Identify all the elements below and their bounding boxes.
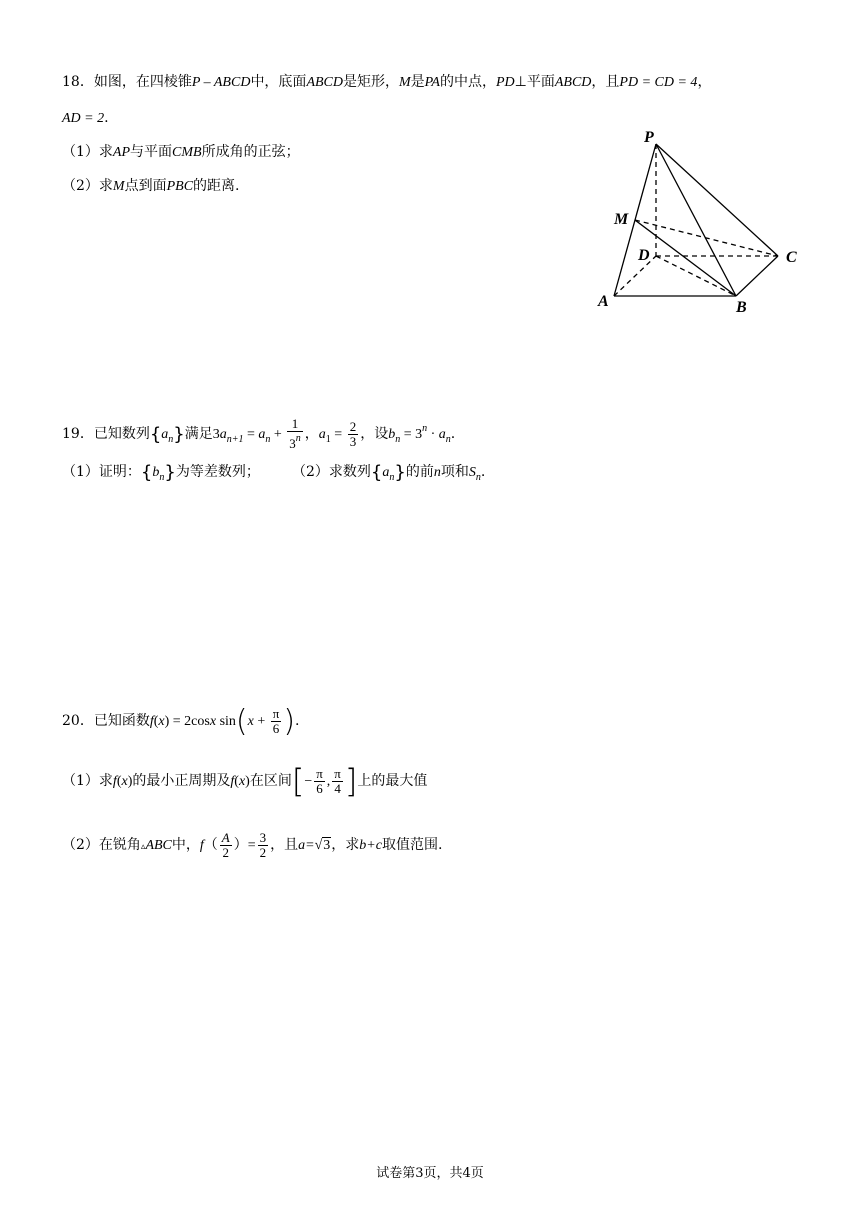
text: （2）在锐角 bbox=[62, 837, 141, 853]
q18-part2 bbox=[62, 176, 240, 197]
q18-line2 bbox=[62, 108, 109, 129]
denominator: 4 bbox=[334, 780, 341, 796]
math: b bbox=[388, 427, 396, 442]
text: 中，底面 bbox=[250, 74, 307, 90]
math: b+c bbox=[359, 838, 382, 853]
q18-part1 bbox=[62, 142, 300, 163]
edge-DB bbox=[656, 256, 736, 296]
q20-part2 bbox=[62, 828, 442, 863]
text: 的中点， bbox=[439, 74, 496, 90]
math: x bbox=[158, 714, 165, 729]
math: x bbox=[238, 774, 246, 789]
math: f bbox=[199, 838, 204, 853]
math: PBC bbox=[166, 179, 194, 194]
math: a bbox=[258, 427, 266, 442]
math: x bbox=[209, 714, 217, 729]
text: 已知函数 bbox=[93, 713, 150, 729]
math: n bbox=[445, 434, 451, 445]
text: 点到面 bbox=[124, 178, 167, 194]
math: , bbox=[326, 774, 331, 789]
label-M: M bbox=[614, 211, 629, 228]
math: n bbox=[295, 433, 301, 444]
text: 是矩形， bbox=[343, 74, 399, 90]
math: · bbox=[427, 427, 439, 442]
text: （2）求 bbox=[62, 178, 113, 194]
text: （1）求 bbox=[62, 773, 113, 789]
fraction bbox=[314, 767, 325, 796]
text: ） bbox=[233, 837, 248, 853]
brace: } bbox=[164, 462, 176, 483]
math: ABCD bbox=[306, 75, 343, 90]
math: n bbox=[433, 465, 441, 480]
text: ， bbox=[304, 426, 319, 442]
math: CMB bbox=[172, 145, 202, 160]
q18-line1 bbox=[62, 72, 711, 93]
text: ，且 bbox=[591, 74, 620, 90]
math: f bbox=[149, 714, 154, 729]
math: ⊥ bbox=[514, 75, 527, 90]
math: n bbox=[389, 472, 395, 483]
edge-MB bbox=[635, 220, 736, 296]
text: 的最小正周期及 bbox=[132, 773, 231, 789]
numerator: A bbox=[221, 829, 230, 845]
fraction bbox=[332, 767, 343, 796]
math: f bbox=[230, 774, 235, 789]
fraction bbox=[348, 420, 359, 449]
sqrt: √3 bbox=[314, 838, 331, 853]
denominator bbox=[287, 432, 303, 451]
math: a bbox=[161, 427, 169, 442]
math: AD = 2 bbox=[62, 111, 105, 126]
text: 满足 bbox=[184, 426, 213, 442]
denominator: 3 bbox=[349, 433, 357, 449]
label-D: D bbox=[638, 247, 650, 264]
text: 项和 bbox=[440, 464, 469, 480]
fraction bbox=[271, 707, 282, 736]
math: n bbox=[422, 423, 428, 434]
text: 取值范围. bbox=[381, 837, 443, 853]
math: sin bbox=[216, 714, 236, 729]
edge-PC bbox=[656, 144, 778, 256]
radicand: 3 bbox=[323, 838, 331, 853]
math: n bbox=[159, 472, 165, 483]
text: 已知数列 bbox=[93, 426, 150, 442]
math: a bbox=[219, 427, 227, 442]
bracket: [ bbox=[291, 762, 305, 800]
math: f bbox=[112, 774, 117, 789]
q20-line1: 20．已知函数f(x) = 2cosx sin(x + $\frac{\pi}{6}$ ). bbox=[62, 704, 300, 739]
text: . bbox=[295, 713, 300, 729]
text: 所成角的正弦； bbox=[201, 144, 300, 160]
math: ▵ bbox=[140, 841, 146, 851]
label-C: C bbox=[786, 249, 797, 266]
text: 为等差数列； bbox=[175, 464, 260, 480]
text: . bbox=[480, 464, 486, 480]
math: n+1 bbox=[226, 434, 244, 445]
fraction bbox=[287, 417, 303, 451]
edge-PB bbox=[656, 144, 736, 296]
numerator: π bbox=[272, 705, 280, 721]
q20-part1: （1）求f(x)的最小正周期及f(x)在区间[− $\frac{\pi}{6}$ , $\frac{\pi}{4}$ ]上的最大值 bbox=[62, 762, 428, 800]
text: 的前 bbox=[405, 464, 434, 480]
text: 平面 bbox=[526, 74, 555, 90]
math: x bbox=[247, 714, 254, 729]
math: a bbox=[438, 427, 446, 442]
text: ，且 bbox=[270, 837, 299, 853]
math: S bbox=[468, 465, 476, 480]
numerator: 3 bbox=[259, 829, 267, 845]
math: n bbox=[395, 434, 401, 445]
text: ，求 bbox=[331, 837, 360, 853]
math: a bbox=[382, 465, 390, 480]
numerator: 2 bbox=[349, 418, 357, 434]
label-A: A bbox=[598, 293, 609, 310]
text: 如图，在四棱锥 bbox=[93, 74, 192, 90]
math: n bbox=[168, 434, 174, 445]
math: PD bbox=[495, 75, 515, 90]
denominator: 2 bbox=[222, 844, 230, 860]
edge-BC bbox=[736, 256, 778, 296]
math: b bbox=[152, 465, 160, 480]
page-footer: 试卷第3页，共4页 bbox=[376, 1166, 484, 1181]
math: M bbox=[399, 75, 411, 90]
text: 的距离. bbox=[193, 178, 240, 194]
text: 中， bbox=[171, 837, 200, 853]
math: M bbox=[112, 179, 125, 194]
q19-parts bbox=[62, 462, 260, 488]
math: 3 bbox=[415, 427, 423, 442]
math: + bbox=[253, 714, 269, 729]
brace: } bbox=[394, 462, 406, 483]
math: PD = CD = 4 bbox=[619, 75, 698, 90]
label-B: B bbox=[736, 299, 747, 316]
numerator: π bbox=[316, 765, 323, 781]
question-number: 18． bbox=[62, 74, 94, 90]
paren: ( bbox=[235, 704, 248, 739]
denominator: 6 bbox=[272, 720, 280, 736]
math: PA bbox=[424, 75, 440, 90]
brace: { bbox=[149, 424, 162, 445]
denominator: 2 bbox=[259, 844, 267, 860]
text: ， bbox=[697, 74, 712, 90]
fraction bbox=[220, 831, 232, 860]
brace: { bbox=[140, 462, 153, 483]
math: a bbox=[318, 427, 326, 442]
denominator: 6 bbox=[316, 780, 323, 796]
math: 1 bbox=[325, 434, 331, 445]
text: . bbox=[450, 426, 456, 442]
edge-AD bbox=[614, 256, 656, 296]
math: ABC bbox=[145, 838, 172, 853]
text: 上的最大值 bbox=[357, 773, 428, 789]
text: ，设 bbox=[360, 426, 389, 442]
question-number: 20． bbox=[62, 713, 94, 729]
text: （1）求 bbox=[62, 144, 113, 160]
text: （ bbox=[203, 837, 218, 853]
math: + bbox=[270, 427, 286, 442]
math: 3 bbox=[212, 427, 220, 442]
math: = bbox=[243, 427, 259, 442]
brace: } bbox=[173, 424, 185, 445]
bracket: ] bbox=[344, 762, 358, 800]
text: 与平面 bbox=[130, 144, 173, 160]
text: 是 bbox=[410, 74, 425, 90]
math: 3 bbox=[289, 436, 296, 451]
text: . bbox=[104, 110, 109, 126]
math: − bbox=[304, 774, 313, 789]
text: 在区间 bbox=[249, 773, 292, 789]
pyramid-figure bbox=[590, 124, 830, 324]
numerator: π bbox=[334, 765, 341, 781]
paren: ) bbox=[283, 704, 296, 739]
question-number: 19． bbox=[62, 426, 94, 442]
label-P: P bbox=[644, 129, 654, 146]
math: n bbox=[475, 472, 481, 483]
q19-line1: 19．已知数列$\{a_n\}$满足$3a_{n+1} = a_n$ + $\frac{1}{3^n}$ ，$a_1$ = $\frac{2}{3}$ ，设$b_n = 3^n \cdot a_n$. bbox=[62, 416, 456, 451]
numerator: 1 bbox=[287, 417, 303, 432]
math: = 2cos bbox=[169, 714, 210, 729]
math: a= bbox=[298, 838, 315, 853]
q19-part2 bbox=[292, 462, 485, 488]
brace: { bbox=[370, 462, 383, 483]
math: ABCD bbox=[554, 75, 592, 90]
math: = bbox=[247, 838, 256, 853]
fraction bbox=[258, 831, 269, 860]
math: P – ABCD bbox=[191, 75, 251, 90]
math: AP bbox=[112, 145, 131, 160]
text: （1）证明： bbox=[62, 464, 141, 480]
math: n bbox=[265, 434, 271, 445]
math: x bbox=[121, 774, 128, 789]
text: （2）求数列 bbox=[292, 464, 371, 480]
